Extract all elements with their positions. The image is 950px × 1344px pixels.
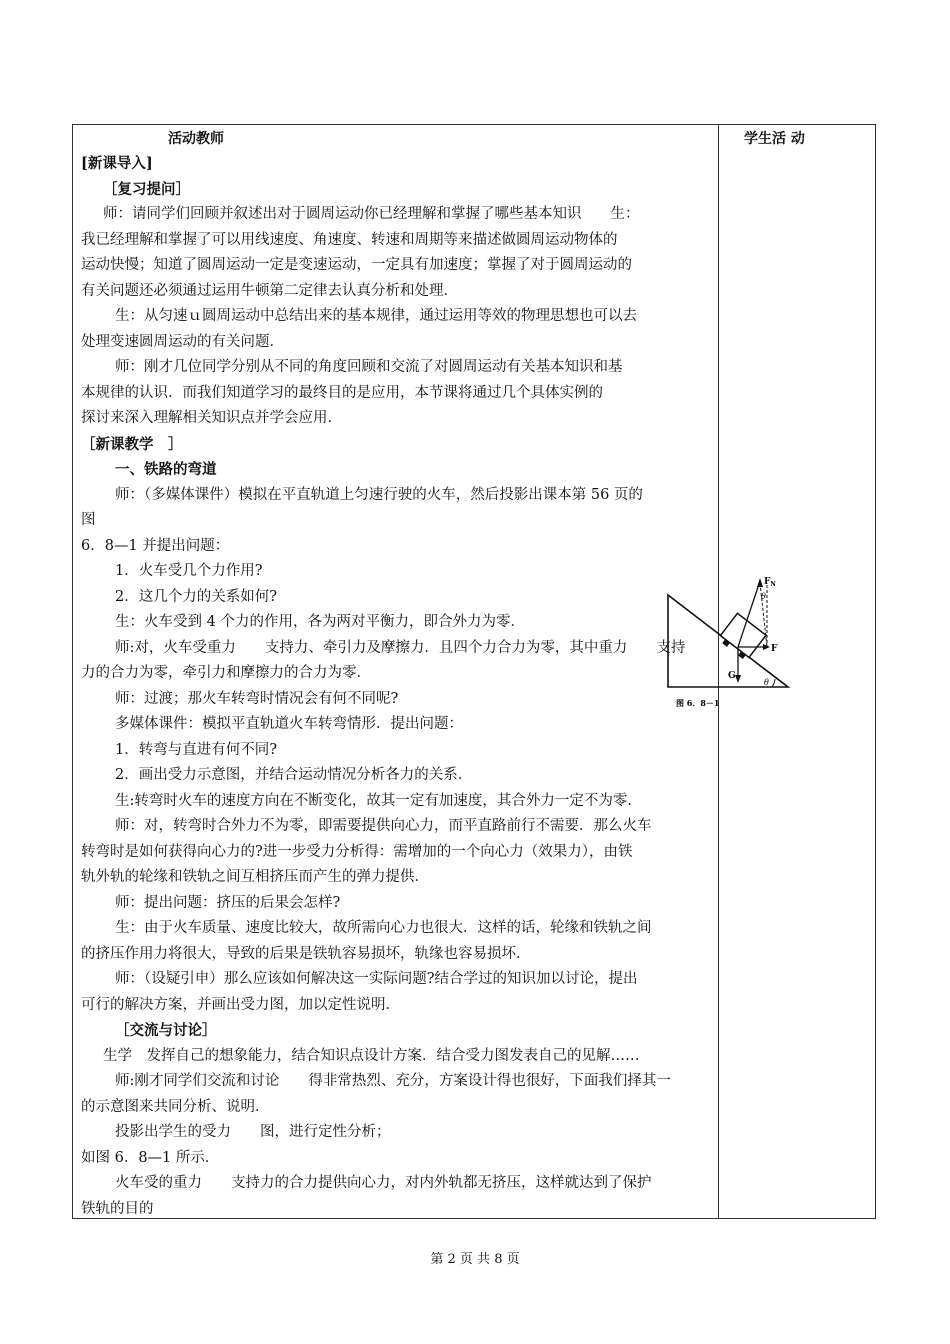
text-line: 生学 发挥自己的想象能力，结合知识点设计方案．结合受力图发表自己的见解…… xyxy=(103,1047,640,1064)
student-activity-header: 学生活 动 xyxy=(744,131,805,147)
text-line: 有关问题还必须通过运用牛顿第二定律去认真分析和处理． xyxy=(81,282,458,299)
text-line: 力的合力为零，牵引力和摩擦力的合力为零． xyxy=(81,665,371,681)
text-line: 生：从匀速ｕ圆周运动中总结出来的基本规律，通过运用等效的物理思想也可以去 xyxy=(115,308,637,324)
incline-force-diagram xyxy=(660,575,805,715)
text-line: 生：由于火车质量、速度比较大，故所需向心力也很大．这样的话，轮缘和铁轨之间 xyxy=(115,920,652,936)
text-line: ［新课教学 ］ xyxy=(81,435,183,453)
text-line: 师：过渡；那火车转弯时情况会有何不同呢? xyxy=(115,690,399,707)
text-line: 轨外轨的轮缘和铁轨之间互相挤压而产生的弹力提供． xyxy=(81,869,429,885)
text-line: 铁轨的目的 xyxy=(81,1200,154,1217)
text-line: 2．画出受力示意图，并结合运动情况分析各力的关系． xyxy=(115,767,473,783)
text-line: 师：提出问题：挤压的后果会怎样? xyxy=(115,894,341,911)
text-line: 1．转弯与直进有何不同? xyxy=(115,741,277,758)
text-line: 师：（多媒体课件）模拟在平直轨道上匀速行驶的火车，然后投影出课本第 56 页的 xyxy=(115,486,643,503)
text-line: 探讨来深入理解相关知识点并学会应用． xyxy=(81,410,342,426)
text-line: 的挤压作用力将很大，导致的后果是铁轨容易损坏，轨缘也容易损坏． xyxy=(81,945,531,962)
label-fn: $F_N$ xyxy=(764,577,776,588)
text-line: 一、铁路的弯道 xyxy=(115,461,217,478)
text-line: 6．8—1 并提出问题： xyxy=(81,537,230,554)
text-line: 本规律的认识．而我们知道学习的最终目的是应用，本节课将通过几个具体实例的 xyxy=(81,384,603,401)
teacher-activity-column xyxy=(81,127,711,1222)
text-line: ［复习提问］ xyxy=(103,180,190,198)
label-theta-bottom: θ xyxy=(764,678,769,687)
student-activity-column xyxy=(726,127,871,151)
text-line: 处理变速圆周运动的有关问题． xyxy=(81,333,284,350)
text-line: 师：刚才几位同学分别从不同的角度回顾和交流了对圆周运动有关基本知识和基 xyxy=(115,359,623,375)
text-line: 可行的解决方案，并画出受力图，加以定性说明． xyxy=(81,996,400,1013)
page-footer: 第 2 页 共 8 页 xyxy=(430,1252,520,1267)
text-line: 师：对，转弯时合外力不为零，即需要提供向心力，而平直路前行不需要．那么火车 xyxy=(115,818,652,834)
label-g: G xyxy=(728,671,736,681)
teacher-activity-header: 活动教师 xyxy=(168,131,224,147)
text-line: 师:刚才同学们交流和讨论 得非常热烈、充分，方案设计得也很好，下面我们择其一 xyxy=(115,1073,671,1089)
text-line: 师：请同学们回顾并叙述出对于圆周运动你已经理解和掌握了哪些基本知识 生： xyxy=(103,206,640,222)
figure-caption: 图 6．8－1 xyxy=(676,698,720,708)
text-line: 火车受的重力 支持力的合力提供向心力，对内外轨都无挤压，这样就达到了保护 xyxy=(115,1175,652,1191)
text-line: [新课导入] xyxy=(81,155,153,172)
lesson-text xyxy=(81,151,711,1222)
text-line: ［交流与讨论］ xyxy=(115,1022,217,1039)
text-line: 1．火车受几个力作用? xyxy=(115,563,263,579)
text-line: 师：（设疑引申）那么应该如何解决这一实际问题?结合学过的知识加以讨论，提出 xyxy=(115,971,638,987)
text-line: 我已经理解和掌握了可以用线速度、角速度、转速和周期等来描述做圆周运动物体的 xyxy=(81,231,618,248)
text-line: 生：火车受到 4 个力的作用，各为两对平衡力，即合外力为零． xyxy=(115,614,525,630)
text-line: 的示意图来共同分析、说明． xyxy=(81,1098,270,1115)
text-line: 如图 6．8—1 所示． xyxy=(81,1149,220,1166)
label-f: F xyxy=(771,644,778,654)
text-line: 多媒体课件：模拟平直轨道火车转弯情形．提出问题： xyxy=(115,716,463,732)
text-line: 2．这几个力的关系如何? xyxy=(115,588,277,605)
text-line: 投影出学生的受力 图，进行定性分析； xyxy=(115,1124,391,1140)
text-line: 生:转弯时火车的速度方向在不断变化，故其一定有加速度，其合外力一定不为零． xyxy=(115,792,642,809)
text-line: 运动快慢；知道了圆周运动一定是变速运动，一定具有加速度；掌握了对于圆周运动的 xyxy=(81,257,632,273)
text-line: 图 xyxy=(81,512,96,528)
text-line: 转弯时是如何获得向心力的?进一步受力分析得：需增加的一个向心力（效果力），由铁 xyxy=(81,843,633,860)
label-theta-top: θ xyxy=(761,592,766,601)
text-line: 师:对，火车受重力 支持力、牵引力及摩擦力．且四个力合力为零，其中重力 支持 xyxy=(115,639,686,656)
